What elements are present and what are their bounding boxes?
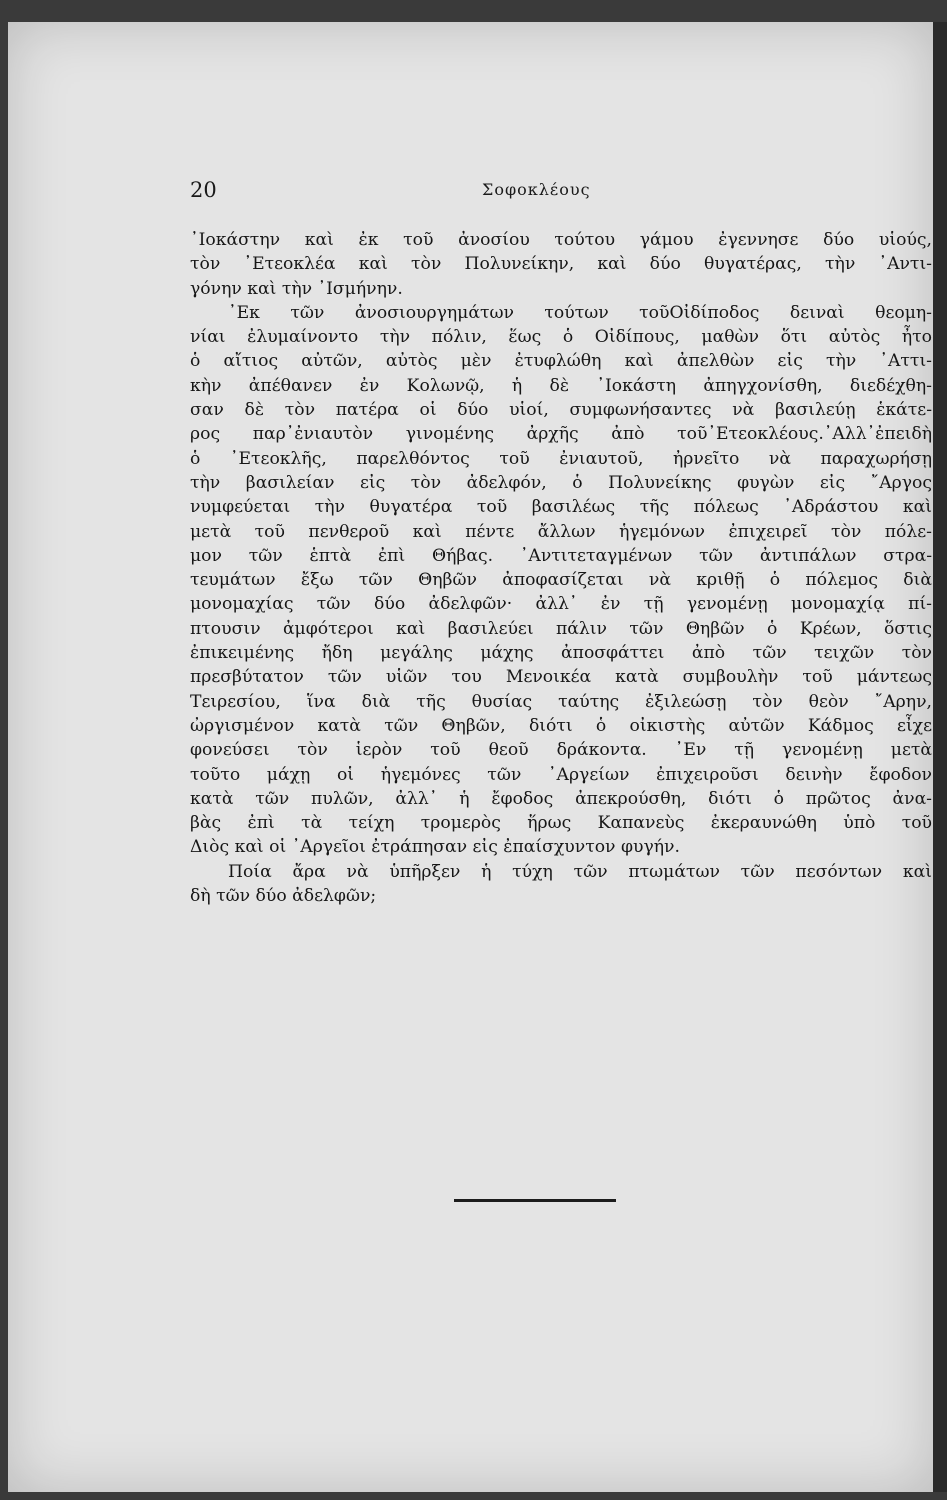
- text-line: τὴν βασιλείαν εἰς τὸν ἀδελφόν, ὁ Πολυνείκης φυγὼν εἰς ῎Αργος: [190, 472, 932, 493]
- text-line: τοῦτο μάχῃ οἱ ἡγεμόνες τῶν ᾽Αργείων ἐπιχειροῦσι δεινὴν ἔφοδον: [190, 764, 932, 785]
- text-line: μετὰ τοῦ πενθεροῦ καὶ πέντε ἄλλων ἡγεμόνων ἐπιχειρεῖ τὸν πόλε-: [190, 521, 932, 542]
- text-line: μονομαχίας τῶν δύο ἀδελφῶν· ἀλλ᾽ ἐν τῇ γενομένῃ μονομαχίᾳ πί-: [190, 594, 932, 615]
- body-text: [190, 228, 932, 908]
- text-line: ἐπικειμένης ἤδη μεγάλης μάχης ἀποσφάττει ἀπὸ τῶν τειχῶν τὸν: [190, 643, 932, 664]
- text-line: κὴν ἀπέθανεν ἐν Κολωνῷ, ἡ δὲ ᾽Ιοκάστη ἀπηγχονίσθη, διεδέχθη-: [190, 375, 932, 396]
- text-line: μον τῶν ἑπτὰ ἐπὶ Θήβας. ᾽Αντιτεταγμένων τῶν ἀντιπάλων στρα-: [190, 545, 932, 566]
- text-line: ᾽Ιοκάστην καὶ ἐκ τοῦ ἀνοσίου τούτου γάμου ἐγεννησε δύο υἱούς,: [190, 230, 932, 250]
- text-line: γόνην καὶ τὴν ᾽Ισμήνην.: [190, 278, 403, 299]
- text-line: ὁ ᾽Ετεοκλῆς, παρελθόντος τοῦ ἐνιαυτοῦ, ἠρνεῖτο νὰ παραχωρήσῃ: [190, 448, 932, 469]
- text-line: ὠργισμένον κατὰ τῶν Θηβῶν, διότι ὁ οἰκιστὴς αὐτῶν Κάδμος εἶχε: [190, 715, 932, 736]
- page-number: 20: [190, 178, 217, 202]
- text-line: Διὸς καὶ οἱ ᾽Αργεῖοι ἐτράπησαν εἰς ἐπαίσχυντον φυγήν.: [190, 837, 680, 858]
- text-line: Τειρεσίου, ἵνα διὰ τῆς θυσίας ταύτης ἐξιλεώσῃ τὸν θεὸν ῎Αρην,: [190, 691, 932, 712]
- text-line: βὰς ἐπὶ τὰ τείχη τρομερὸς ἥρως Καπανεὺς ἐκεραυνώθη ὑπὸ τοῦ: [190, 813, 932, 834]
- text-line: κατὰ τῶν πυλῶν, ἀλλ᾽ ἡ ἔφοδος ἀπεκρούσθη, διότι ὁ πρῶτος ἀνα-: [190, 788, 932, 809]
- text-line: ρος παρ᾽ἐνιαυτὸν γινομένης ἀρχῆς ἀπὸ τοῦ᾽Ετεοκλέους.᾽Αλλ᾽ἐπειδὴ: [190, 424, 932, 445]
- text-line: νίαι ἐλυμαίνοντο τὴν πόλιν, ἕως ὁ Οἰδίπους, μαθὼν ὅτι αὐτὸς ἦτο: [190, 327, 932, 348]
- text-line: ᾽Εκ τῶν ἀνοσιουργημάτων τούτων τοῦΟἰδίποδος δειναὶ θεομη-: [228, 302, 932, 323]
- text-line: φονεύσει τὸν ἱερὸν τοῦ θεοῦ δράκοντα. ᾽Εν τῇ γενομένῃ μετὰ: [190, 740, 932, 761]
- text-line: σαν δὲ τὸν πατέρα οἱ δύο υἱοί, συμφωνήσαντες νὰ βασιλεύῃ ἑκάτε-: [190, 400, 932, 421]
- text-line: δὴ τῶν δύο ἀδελφῶν;: [190, 886, 377, 907]
- page-header: [190, 178, 932, 208]
- text-line: τὸν ᾽Ετεοκλέα καὶ τὸν Πολυνείκην, καὶ δύο θυγατέρας, τὴν ᾽Αντι-: [190, 254, 932, 275]
- text-line: τευμάτων ἔξω τῶν Θηβῶν ἀποφασίζεται νὰ κριθῇ ὁ πόλεμος διὰ: [190, 570, 932, 591]
- page-edge-shadow: [933, 22, 947, 1492]
- text-line: πτουσιν ἀμφότεροι καὶ βασιλεύει πάλιν τῶν Θηβῶν ὁ Κρέων, ὅστις: [190, 618, 932, 639]
- section-divider-rule: [454, 1199, 616, 1202]
- text-line: πρεσβύτατον τῶν υἱῶν του Μενοικέα κατὰ συμβουλὴν τοῦ μάντεως: [190, 667, 932, 688]
- text-line: ὁ αἴτιος αὐτῶν, αὐτὸς μὲν ἐτυφλώθη καὶ ἀπελθὼν εἰς τὴν ᾽Αττι-: [190, 351, 932, 372]
- running-title: Σοφοκλέους: [482, 180, 591, 199]
- text-line: Ποία ἄρα νὰ ὑπῆρξεν ἡ τύχη τῶν πτωμάτων τῶν πεσόντων καὶ: [228, 861, 932, 882]
- text-line: νυμφεύεται τὴν θυγατέρα τοῦ βασιλέως τῆς πόλεως ᾽Αδράστου καὶ: [190, 497, 932, 518]
